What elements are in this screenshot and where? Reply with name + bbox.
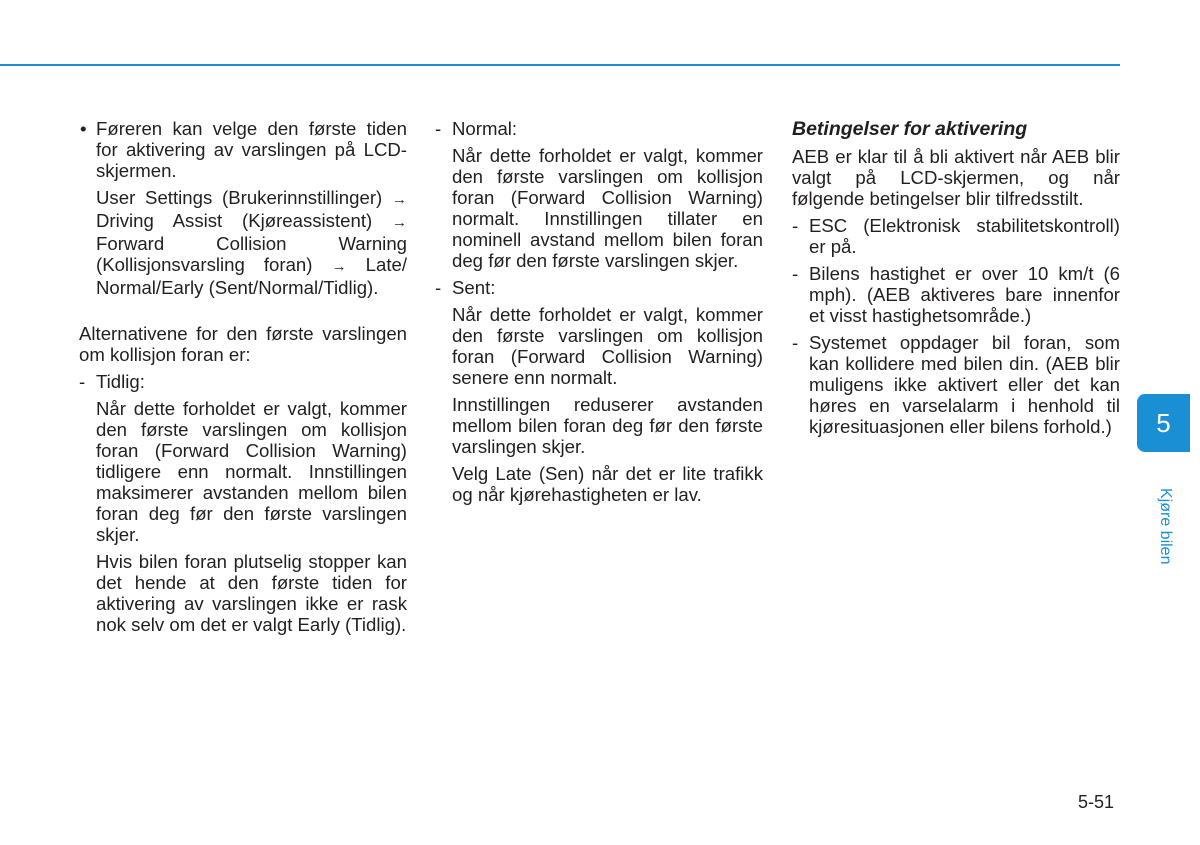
middle-column <box>435 118 763 511</box>
option-note: Velg Late (Sen) når det er lite trafikk og når kjørehastigheten er lav. <box>452 463 763 505</box>
chapter-label: Kjøre bilen <box>1157 488 1174 565</box>
left-column <box>79 118 407 641</box>
bullet-text: Føreren kan velge den første tiden for aktivering av varslingen på LCD-skjermen. <box>96 118 407 181</box>
option-label: Sent: <box>452 277 496 298</box>
option-late <box>435 277 763 505</box>
option-description: Når dette forholdet er valgt, kommer den første varslingen om kollisjon foran (Forward Collision Warning) senere enn normalt. <box>452 304 763 388</box>
bullet-item <box>79 118 407 298</box>
menu-path-part: Forward Collision Warning (Kollisjonsvarsling foran) <box>96 233 407 275</box>
dash-mark: - <box>435 277 442 298</box>
page-number: 5-51 <box>1078 792 1115 812</box>
chapter-tab: 5 <box>1137 394 1190 452</box>
condition-text: Systemet oppdager bil foran, som kan kollidere med bilen din. (AEB blir muligens ikke aktivert eller det kan høres en varselalarm i henhold til kjøresituasjonen eller bilens forhold.) <box>809 332 1120 437</box>
option-early <box>79 371 407 635</box>
menu-path-part: Late/ Normal/Early (Sent/Normal/Tidlig). <box>96 254 408 298</box>
dash-mark: - <box>792 263 799 284</box>
condition-text: Bilens hastighet er over 10 km/t (6 mph). (AEB aktiveres bare innenfor et visst hastighetsområde.) <box>809 263 1120 326</box>
menu-path-part: Driving Assist (Kjøreassistent) <box>96 210 373 231</box>
option-normal <box>435 118 763 271</box>
menu-path-part: User Settings (Brukerinnstillinger) <box>96 187 383 208</box>
arrow-right-icon: → <box>331 258 347 275</box>
header-rule <box>0 64 1120 66</box>
option-note: Hvis bilen foran plutselig stopper kan det hende at den første tiden for aktivering av varslingen ikke er rask nok selv om det er valgt Early (Tidlig). <box>96 551 407 635</box>
right-column <box>792 118 1120 443</box>
dash-mark: - <box>792 332 799 353</box>
dash-mark: - <box>792 215 799 236</box>
options-intro: Alternativene for den første varslingen om kollisjon foran er: <box>79 323 407 365</box>
option-description: Når dette forholdet er valgt, kommer den første varslingen om kollisjon foran (Forward Collision Warning) tidligere enn normalt. Innstillingen maksimerer avstanden mellom bilen foran deg før den første varslingen skjer. <box>96 398 407 545</box>
option-label: Normal: <box>452 118 518 139</box>
arrow-right-icon: → <box>392 214 407 231</box>
section-intro: AEB er klar til å bli aktivert når AEB blir valgt på LCD-skjermen, og når følgende betingelser blir tilfredsstilt. <box>792 146 1120 209</box>
section-heading: Betingelser for aktivering <box>792 118 1028 140</box>
dash-mark: - <box>79 371 86 392</box>
dash-mark: - <box>435 118 442 139</box>
menu-path <box>96 187 407 298</box>
condition-text: ESC (Elektronisk stabilitetskontroll) er på. <box>809 215 1120 257</box>
option-description: Når dette forholdet er valgt, kommer den første varslingen om kollisjon foran (Forward Collision Warning) normalt. Innstillingen tillater en nominell avstand mellom bilen foran deg før den første varslingen skjer. <box>452 145 763 271</box>
condition-item <box>792 215 1120 257</box>
condition-item <box>792 263 1120 326</box>
option-note: Innstillingen reduserer avstanden mellom bilen foran deg før den første varslingen skjer. <box>452 394 763 457</box>
option-label: Tidlig: <box>96 371 145 392</box>
arrow-right-icon: → <box>392 191 407 208</box>
condition-item <box>792 332 1120 437</box>
bullet-mark: • <box>80 118 87 139</box>
